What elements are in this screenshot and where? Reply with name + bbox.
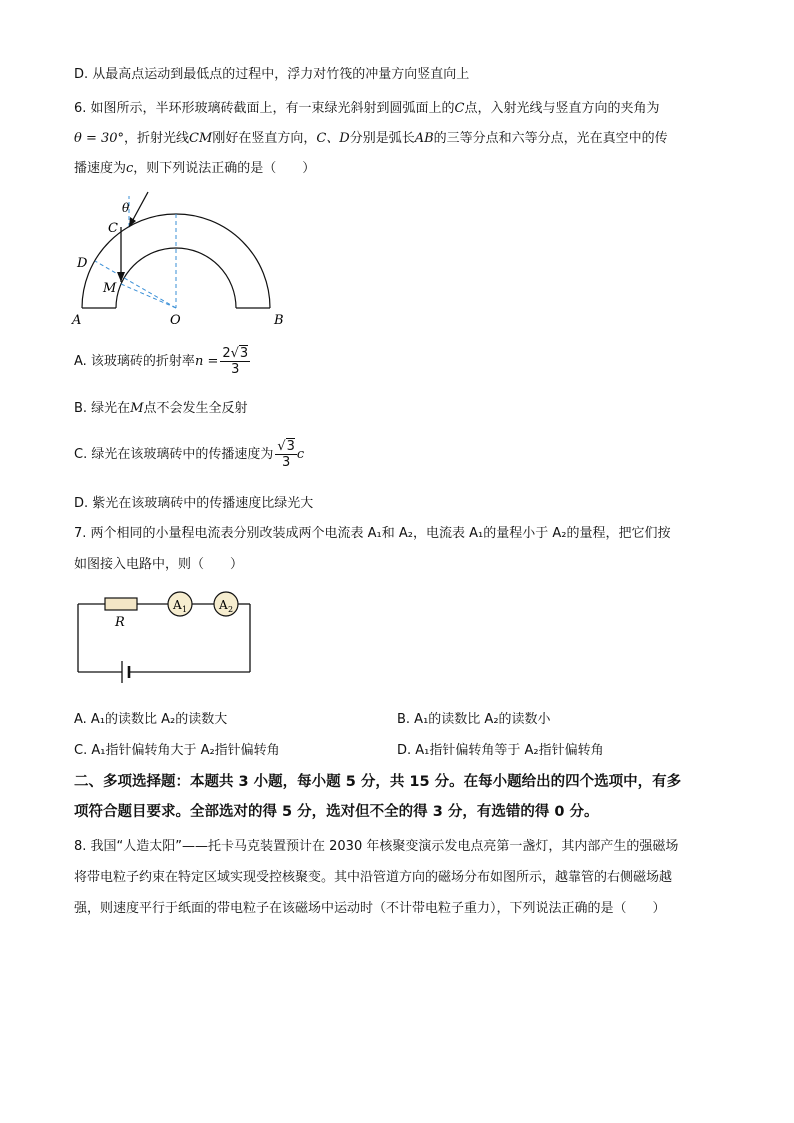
q7-stem-line-2: 如图接入电路中，则（ ） (74, 557, 244, 572)
q7-option-c: C. A₁指针偏转角大于 A₂指针偏转角 (74, 743, 280, 758)
q6-text: ，则下列说法正确的是（ ） (133, 161, 316, 176)
ammeter-a1-sub: 1 (182, 605, 188, 614)
q6-option-a-fraction: $\frac{2√3}{3}$ (222, 346, 249, 377)
q6-semicircle-glass-figure (66, 190, 296, 330)
q8-stem-line-1: 8. 我国“人造太阳”——托卡马克装置预计在 2030 年核聚变演示发电点亮第一盏灯，其内部产生的强磁场 (74, 839, 679, 854)
q8-stem-line-2: 将带电粒子约束在特定区域实现受控核聚变。其中沿管道方向的磁场分布如图所示，越靠管的右侧磁场越 (74, 870, 673, 885)
q6-light-speed: c (296, 447, 305, 462)
q6-option-c (74, 438, 304, 472)
q6-option-c-fraction: $\frac{√3}{3}$ (277, 439, 295, 470)
q6-option-b (74, 400, 248, 418)
q6-text: ，折射光线 (124, 131, 190, 146)
q8-stem-line-3: 强，则速度平行于纸面的带电粒子在该磁场中运动时（不计带电粒子重力），下列说法正确的是（ ） (74, 901, 666, 916)
q6-option-a (74, 345, 250, 379)
q6-text: 6. 如图所示，半环形玻璃砖截面上，有一束绿光斜射到圆弧面上的 (74, 101, 455, 116)
q6-option-c-text: C. 绿光在该玻璃砖中的传播速度为 (74, 447, 274, 462)
label-m: M (103, 281, 117, 296)
incident-ray-arrow (129, 217, 136, 227)
section-2-heading-line-1: 二、多项选择题：本题共 3 小题，每小题 5 分，共 15 分。在每小题给出的四个选项中，有多 (74, 774, 682, 790)
ammeter-a2-letter: A (219, 598, 228, 612)
q6-option-d: D. 紫光在该玻璃砖中的传播速度比绿光大 (74, 496, 314, 511)
frac-root: 3 (286, 439, 295, 454)
label-o: O (170, 313, 181, 328)
label-a: A (72, 313, 82, 328)
frac-root: 3 (239, 346, 249, 361)
ammeter-a2-sub: 2 (228, 605, 234, 614)
q7-stem-line-1: 7. 两个相同的小量程电流表分别改装成两个电流表 A₁和 A₂，电流表 A₁的量程小于 A₂的量程，把它们按 (74, 526, 671, 541)
q7-option-b: B. A₁的读数比 A₂的读数小 (397, 712, 551, 727)
label-d: D (77, 256, 88, 271)
frac-den: 3 (231, 362, 240, 377)
resistor-r (105, 598, 137, 610)
ammeter-a1-letter: A (173, 598, 182, 612)
q6-text: 分别是弧长 (349, 131, 415, 146)
q6-theta-value: θ = 30° (74, 131, 125, 146)
q6-arc-ab: AB (414, 131, 434, 146)
q6-light-speed: c (126, 161, 134, 176)
q6-point-m: M (130, 401, 144, 416)
q6-text: 的三等分点和六等分点，光在真空中的传 (433, 131, 668, 146)
q6-point-c: C (454, 101, 465, 116)
q6-refractive-index-var: n = (194, 354, 219, 369)
frac-coef: 2 (222, 346, 231, 361)
q6-option-a-text: A. 该玻璃砖的折射率 (74, 354, 195, 369)
q7-circuit-figure (70, 588, 260, 688)
q6-text: 刚好在竖直方向， (212, 131, 317, 146)
q6-stem-line-2 (74, 130, 668, 148)
q5-option-d: D. 从最高点运动到最低点的过程中，浮力对竹筏的冲量方向竖直向上 (74, 67, 470, 82)
q7-option-d: D. A₁指针偏转角等于 A₂指针偏转角 (397, 743, 604, 758)
dashed-om (121, 284, 176, 308)
q6-stem-line-3 (74, 160, 315, 178)
q6-points-cd: C、D (316, 131, 350, 146)
section-2-heading-line-2: 项符合题目要求。全部选对的得 5 分，选对但不全的得 3 分，有选错的得 0 分。 (74, 804, 599, 820)
q6-option-b-text: 点不会发生全反射 (143, 401, 248, 416)
label-c: C (108, 221, 118, 236)
label-r: R (115, 615, 125, 630)
q6-text: 点，入射光线与竖直方向的夹角为 (464, 101, 660, 116)
label-b: B (274, 313, 284, 328)
q6-text: 播速度为 (74, 161, 127, 176)
q6-ray-cm: CM (189, 131, 213, 146)
label-theta: θ (122, 201, 130, 215)
q6-option-b-text: B. 绿光在 (74, 401, 131, 416)
frac-den: 3 (281, 455, 291, 470)
q7-option-a: A. A₁的读数比 A₂的读数大 (74, 712, 228, 727)
q6-stem-line-1 (74, 100, 660, 118)
